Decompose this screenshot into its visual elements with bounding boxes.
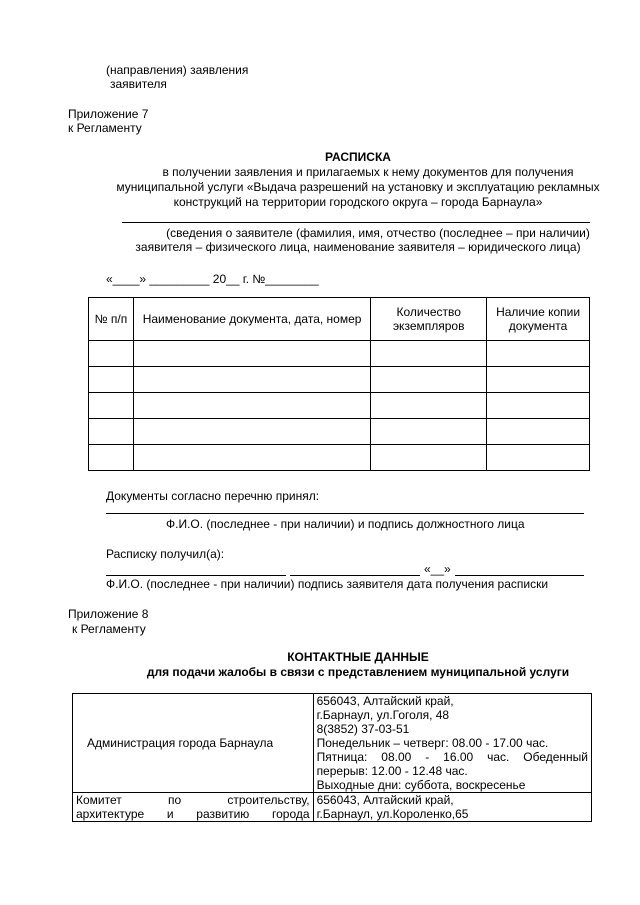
receipt-subtitle-line1: в получении заявления и прилагаемых к нему документов для получения <box>162 165 574 179</box>
org-name: Администрация города Барнаула <box>73 694 314 793</box>
applicant-caption-line2: заявителя – физического лица, наименование заявителя – юридического лица) <box>135 240 581 254</box>
top-note-line2: заявителя <box>110 77 167 91</box>
appendix8-label: Приложение 8 <box>68 607 149 621</box>
top-note-line1: (направления) заявления <box>106 63 249 77</box>
appendix7-ref: к Регламенту <box>68 121 142 135</box>
contacts-subtitle: для подачи жалобы в связи с представлением муниципальной услуги <box>146 665 570 679</box>
org-details: 656043, Алтайский край, г.Барнаул, ул.Короленко,65 <box>313 793 591 822</box>
received-caption: Ф.И.О. (последнее - при наличии) подпись заявителя дата получения расписки <box>106 577 549 591</box>
appendix8-ref: к Регламенту <box>72 622 146 636</box>
applicant-caption-line1: (сведения о заявителе (фамилия, имя, отчество (последнее – при наличии) <box>166 226 590 240</box>
receipt-table <box>88 297 590 471</box>
table-row <box>73 793 592 822</box>
receipt-title: РАСПИСКА <box>325 150 391 164</box>
receipt-table-header <box>89 298 590 341</box>
receipt-subtitle-line2: муниципальной услуги «Выдача разрешений на установку и эксплуатацию рекламных <box>116 180 600 194</box>
receipt-date-line: «____» _________ 20__ г. №________ <box>106 272 319 286</box>
header-quantity: Количество экземпляров <box>371 298 487 341</box>
header-number: № п/п <box>89 298 134 341</box>
table-row <box>89 393 590 419</box>
accepted-label: Документы согласно перечню принял: <box>106 489 320 503</box>
contacts-title: КОНТАКТНЫЕ ДАННЫЕ <box>287 650 429 664</box>
table-row <box>89 341 590 367</box>
table-row <box>89 445 590 471</box>
table-row <box>89 367 590 393</box>
contacts-table <box>72 693 592 822</box>
appendix7-label: Приложение 7 <box>68 107 149 121</box>
table-row <box>89 419 590 445</box>
receiver-signature-line <box>290 575 420 576</box>
header-copy-presence: Наличие копии документа <box>487 298 590 341</box>
received-date: «__» <box>424 562 451 576</box>
received-label: Расписку получил(а): <box>106 547 225 561</box>
official-caption: Ф.И.О. (последнее - при наличии) и подпись должностного лица <box>166 517 525 531</box>
receipt-subtitle-line3: конструкций на территории городского округа – города Барнаула» <box>173 195 543 209</box>
org-details: 656043, Алтайский край, г.Барнаул, ул.Гоголя, 48 8(3852) 37-03-51 Понедельник – четверг: 08.00 - 17.00 час. Пятница: 08.00 - 16.00 час. Обеденный перерыв: 12.00 - 12.48 час. Выходные дни: суббота, воскресенье <box>313 694 591 793</box>
receiver-name-line <box>106 575 286 576</box>
org-name: Комитет по строительству, архитектуре и развитию города <box>73 793 314 822</box>
received-date-line <box>455 575 584 576</box>
table-row <box>73 694 592 793</box>
official-signature-line <box>106 513 584 514</box>
applicant-signature-line <box>122 222 590 223</box>
header-document-name: Наименование документа, дата, номер <box>133 298 370 341</box>
